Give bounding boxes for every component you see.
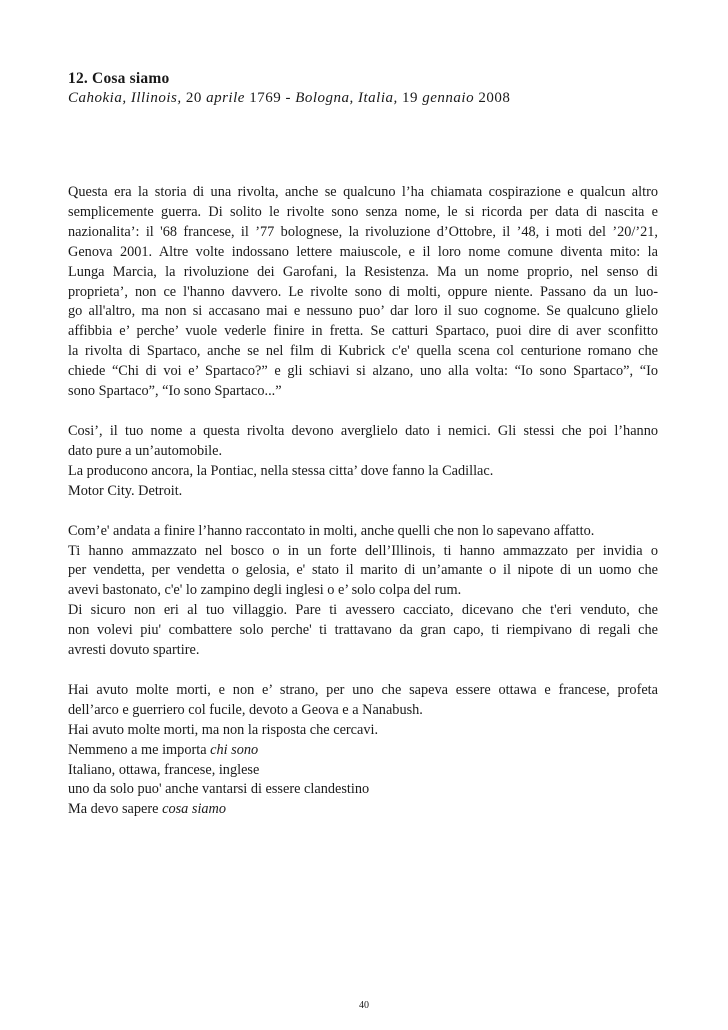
chapter-subtitle — [68, 90, 510, 107]
text-line: Hai avuto molte morti, ma non la risposta che cercavi. — [68, 721, 379, 738]
text-line: nazionalita’: il '68 francese, il ’77 bolognese, la rivoluzione d’Ottobre, il ’48, i moti del ’20/’21, — [68, 223, 658, 240]
text-line: Cosi’, il tuo nome a questa rivolta devono averglielo dato i nemici. Gli stessi che poi l’hanno — [68, 422, 658, 439]
text-line: Questa era la storia di una rivolta, anche se qualcuno l’ha chiamata cospirazione e qualcun altro — [68, 184, 658, 200]
text-line: chiede “Chi di voi e’ Spartaco?” e gli schiavi si alzano, uno alla volta: “Io sono Spartaco”, “Io — [68, 363, 658, 380]
text-line: proprieta’, non ce l'hanno davvero. Le rivolte sono di molti, oppure niente. Passano da un luo- — [68, 283, 658, 300]
text-line: Di sicuro non eri al tuo villaggio. Pare ti avessero cacciato, dicevano che t'eri venduto, che — [68, 602, 658, 619]
paragraph-4 — [68, 681, 658, 820]
date1-month: aprile — [206, 90, 245, 106]
text-line-with-italic — [68, 741, 658, 761]
text-line: Ti hanno ammazzato nel bosco o in un forte dell’Illinois, ti hanno ammazzato per invidia o — [68, 542, 658, 559]
text-line: Motor City. Detroit. — [68, 482, 183, 499]
text-line: avresti dovuto spartire. — [68, 642, 200, 659]
chapter-heading — [68, 70, 510, 107]
chapter-title: 12. Cosa siamo — [68, 70, 170, 87]
date1-year: 1769 — [249, 90, 282, 106]
text-run: Ma devo sapere — [68, 801, 159, 818]
text-line: avevi bastonato, c'e' lo zampino degli inglesi o e’ solo colpa del rum. — [68, 582, 462, 599]
text-line: sono Spartaco”, “Io sono Spartaco...” — [68, 383, 282, 400]
text-line: Genova 2001. Altre volte indossano lettere maiuscole, e il loro nome comune diventa mito: la — [68, 243, 658, 260]
text-line: dato pure a un’automobile. — [68, 442, 223, 459]
place-bologna: Bologna, Italia, — [295, 90, 398, 106]
date1-day: 20 — [185, 90, 202, 106]
page-number: 40 — [359, 1000, 369, 1011]
text-line: Com’e' andata a finire l’hanno raccontato in molti, anche quelli che non lo sapevano affatto. — [68, 522, 595, 539]
text-line: affibbia e’ perche’ vuole vederle finire in fretta. Se catturi Spartaco, puoi dire di aver sconfitto — [68, 323, 658, 340]
place-cahokia: Cahokia, Illinois, — [68, 90, 182, 106]
italic-phrase-cosa-siamo: cosa siamo — [162, 801, 227, 818]
paragraph-3 — [68, 522, 658, 661]
body-text — [68, 183, 658, 840]
paragraph-1 — [68, 183, 658, 402]
text-run: Nemmeno a me importa — [68, 741, 207, 758]
text-line-with-italic — [68, 800, 658, 820]
text-line: La producono ancora, la Pontiac, nella stessa citta’ dove fanno la Cadillac. — [68, 462, 494, 479]
text-line: semplicemente guerra. Di solito le rivolte sono senza nome, le si ricorda per data di nascita e — [68, 203, 658, 220]
date-separator: - — [285, 90, 291, 106]
italic-phrase-chi-sono: chi sono — [210, 741, 259, 758]
text-line: non volevi piu' combattere solo perche' ti trattavano da gran capo, ti riempivano di regali che — [68, 622, 658, 639]
text-line: uno da solo puo' anche vantarsi di essere clandestino — [68, 781, 370, 798]
paragraph-2 — [68, 422, 658, 502]
date2-day: 19 — [402, 90, 419, 106]
date2-month: gennaio — [422, 90, 475, 106]
text-line: Lunga Marcia, la rivoluzione dei Garofani, la Resistenza. Ma un nome proprio, nel senso di — [68, 263, 658, 280]
text-line: go all'altro, ma non si accasano mai e nessuno puo’ dar loro il suo cognome. Se qualcuno glielo — [68, 303, 658, 320]
text-line: dell’arco e guerriero col fucile, devoto a Geova e a Nanabush. — [68, 701, 423, 718]
text-line: Hai avuto molte morti, e non e’ strano, per uno che sapeva essere ottawa e francese, profeta — [68, 681, 658, 698]
text-line: la rivolta di Spartaco, anche se nel film di Kubrick c'e' quella scena col centurione romano che — [68, 343, 658, 360]
text-line: Italiano, ottawa, francese, inglese — [68, 761, 260, 778]
date2-year: 2008 — [478, 90, 511, 106]
text-line: per vendetta, per vendetta o gelosia, e' stato il marito di un’amante o il nipote di un uomo che — [68, 562, 658, 579]
